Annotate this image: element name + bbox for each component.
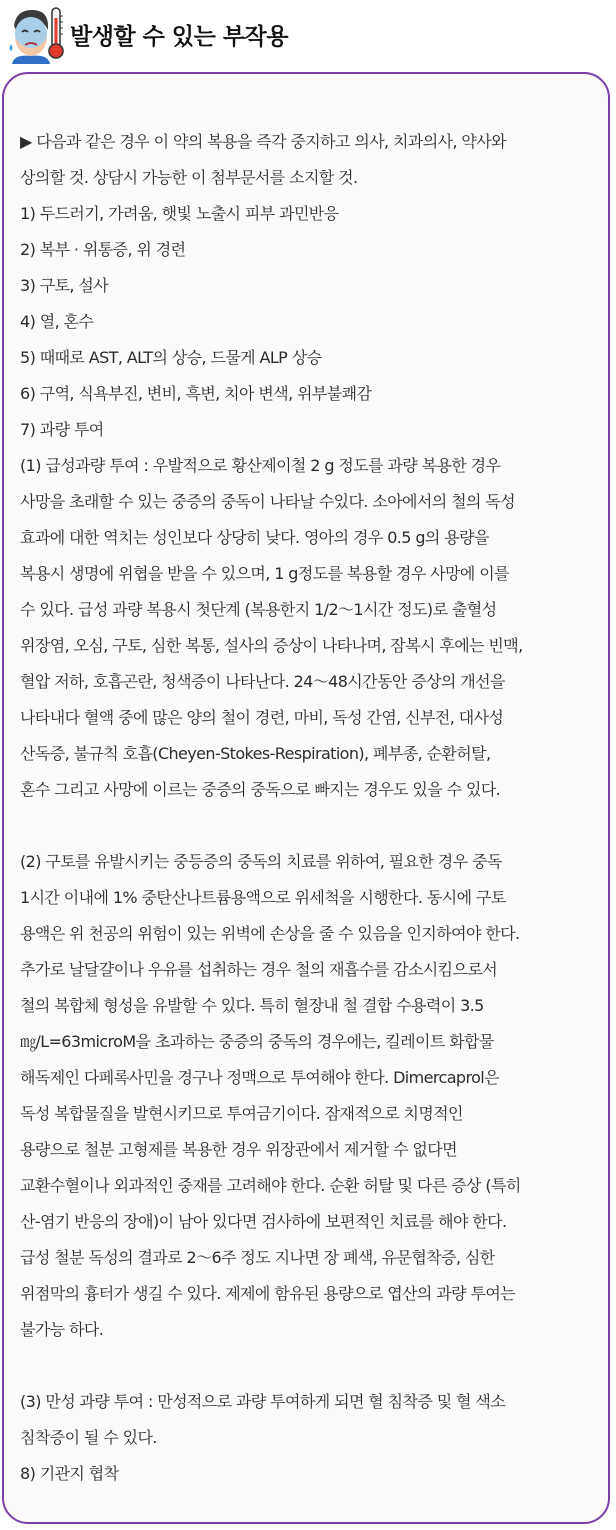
text-line: 위장염, 오심, 구토, 심한 복통, 설사의 증상이 나타나며, 잠복시 후에는 빈맥, xyxy=(20,636,523,655)
text-line: 6) 구역, 식욕부진, 변비, 흑변, 치아 변색, 위부불쾌감 xyxy=(20,384,372,403)
text-line: 1시간 이내에 1% 중탄산나트륨용액으로 위세척을 시행한다. 동시에 구토 xyxy=(20,888,506,907)
text-line: 효과에 대한 역치는 성인보다 상당히 낮다. 영아의 경우 0.5 g의 용량을 xyxy=(20,528,489,547)
blank-line xyxy=(20,808,602,844)
text-line: (2) 구토를 유발시키는 중등증의 중독의 치료를 위하여, 필요한 경우 중독 xyxy=(20,852,502,871)
text-line: 산-염기 반응의 장애)이 남아 있다면 검사하에 보편적인 치료를 해야 한다. xyxy=(20,1212,507,1231)
text-line: 위점막의 흉터가 생길 수 있다. 제제에 함유된 용량으로 엽산의 과량 투여는 xyxy=(20,1284,516,1303)
text-line: 추가로 날달걀이나 우유를 섭취하는 경우 철의 재흡수를 감소시킴으로서 xyxy=(20,960,498,979)
text-line: 7) 과량 투여 xyxy=(20,420,104,439)
text-line: 독성 복합물질을 발현시키므로 투여금기이다. 잠재적으로 치명적인 xyxy=(20,1104,463,1123)
text-line: 수 있다. 급성 과량 복용시 첫단계 (복용한지 1/2～1시간 정도)로 출혈성 xyxy=(20,600,497,619)
text-line: (3) 만성 과량 투여 : 만성적으로 과량 투여하게 되면 혈 침착증 및 혈 색소 xyxy=(20,1392,506,1411)
section-title: 발생할 수 있는 부작용 xyxy=(70,23,288,50)
text-line: (1) 급성과량 투여 : 우발적으로 황산제이철 2 g 정도를 과량 복용한 경우 xyxy=(20,456,501,475)
text-line: 나타내다 혈액 중에 많은 양의 철이 경련, 마비, 독성 간염, 신부전, 대사성 xyxy=(20,708,504,727)
text-line: 교환수혈이나 외과적인 중재를 고려해야 한다. 순환 허탈 및 다른 증상 (특히 xyxy=(20,1176,521,1195)
text-line: 3) 구토, 설사 xyxy=(20,276,109,295)
text-line: 불가능 하다. xyxy=(20,1320,104,1339)
sick-person-thermometer-icon xyxy=(4,4,68,64)
text-line: 사망을 초래할 수 있는 중증의 중독이 나타날 수있다. 소아에서의 철의 독성 xyxy=(20,492,516,511)
text-line: 1) 두드러기, 가려움, 햇빛 노출시 피부 과민반응 xyxy=(20,204,339,223)
text-line: 복용시 생명에 위협을 받을 수 있으며, 1 g정도를 복용할 경우 사망에 이를 xyxy=(20,564,509,583)
text-line: 5) 때때로 AST, ALT의 상승, 드물게 ALP 상승 xyxy=(20,348,322,367)
text-line: 혈압 저하, 호흡곤란, 청색증이 나타난다. 24～48시간동안 증상의 개선을 xyxy=(20,672,505,691)
text-line: 철의 복합체 형성을 유발할 수 있다. 특히 혈장내 철 결합 수용력이 3.5 xyxy=(20,996,484,1015)
text-line: 산독증, 불규칙 호흡(Cheyen-Stokes-Respiration), 폐부종, 순환허탈, xyxy=(20,744,491,763)
text-line: 4) 열, 혼수 xyxy=(20,312,94,331)
text-line: 상의할 것. 상담시 가능한 이 첨부문서를 소지할 것. xyxy=(20,168,358,187)
text-line: 용액은 위 천공의 위험이 있는 위벽에 손상을 줄 수 있음을 인지하여야 한다. xyxy=(20,924,520,943)
text-line: ▶ 다음과 같은 경우 이 약의 복용을 즉각 중지하고 의사, 치과의사, 약사와 xyxy=(20,132,506,151)
text-line: ㎎/L=63microM을 초과하는 중증의 중독의 경우에는, 킬레이트 화합물 xyxy=(20,1032,494,1051)
text-line: 침착증이 될 수 있다. xyxy=(20,1428,157,1447)
blank-line xyxy=(20,1348,602,1384)
text-line: 해독제인 다페록사민을 경구나 정맥으로 투여해야 한다. Dimercaprol은 xyxy=(20,1068,499,1087)
text-line: 용량으로 철분 고형제를 복용한 경우 위장관에서 제거할 수 없다면 xyxy=(20,1140,458,1159)
section-header xyxy=(4,4,288,64)
side-effects-text xyxy=(20,124,602,1492)
text-line: 혼수 그리고 사망에 이르는 중증의 중독으로 빠지는 경우도 있을 수 있다. xyxy=(20,780,501,799)
text-line: 급성 철분 독성의 결과로 2～6주 정도 지나면 장 폐색, 유문협착증, 심한 xyxy=(20,1248,495,1267)
text-line: 8) 기관지 협착 xyxy=(20,1464,119,1483)
text-line: 2) 복부 · 위통증, 위 경련 xyxy=(20,240,186,259)
